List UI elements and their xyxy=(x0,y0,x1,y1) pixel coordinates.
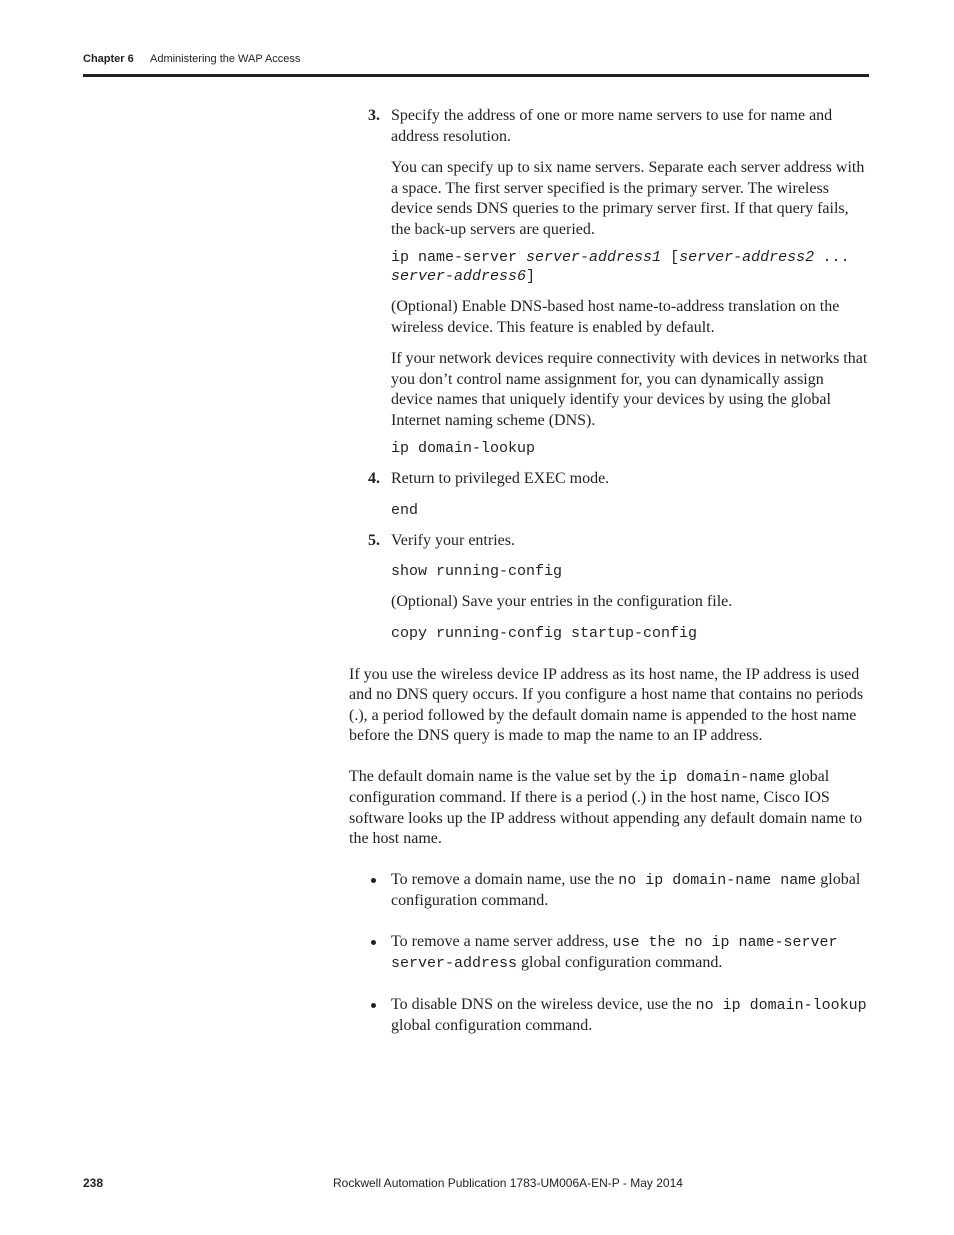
code-block: copy running-config startup-config xyxy=(391,624,698,642)
bullet-text-part: To disable DNS on the wireless device, use the xyxy=(391,995,696,1013)
paragraph-text: global configuration command. If there is a period (.) in the host name, Cisco IOS software looks up the IP address without appending any default domain name to the host name. xyxy=(349,767,863,847)
header-rule xyxy=(83,74,869,77)
page-number: 238 xyxy=(83,1176,104,1190)
bullet-text-part: To remove a domain name, use the xyxy=(391,870,619,888)
bullet-dot xyxy=(371,1003,376,1008)
inline-code: no ip domain-name name xyxy=(618,871,817,889)
body-paragraph: If you use the wireless device IP address as its host name, the IP address is used and no DNS query occurs. If you configure a host name that contains no periods (.), a period followed by the default domain name is appended to the host name before the DNS query is made to map the name to an IP address. xyxy=(349,665,864,744)
body-content xyxy=(349,106,869,1037)
step-4 xyxy=(349,469,869,490)
code-argument: server-address1 xyxy=(526,249,662,266)
step-number: 4. xyxy=(368,470,380,487)
code-argument: server-address2 ... server-address6 xyxy=(391,249,860,285)
bullet-item xyxy=(349,932,869,975)
code-block: ip domain-lookup xyxy=(391,440,536,457)
code-command: ip name-server xyxy=(391,249,527,266)
step-text: Verify your entries. xyxy=(391,531,515,549)
bullet-dot xyxy=(371,940,376,945)
bullet-text xyxy=(391,995,869,1037)
code-bracket: ] xyxy=(526,268,536,285)
bullet-text xyxy=(391,932,869,975)
paragraph-text: The default domain name is the value set by the xyxy=(349,767,660,785)
body-paragraph xyxy=(349,767,869,850)
code-bracket: [ xyxy=(661,249,680,266)
inline-code: no ip domain-lookup xyxy=(695,996,867,1014)
chapter-label: Chapter 6 xyxy=(83,53,134,65)
step-detail: If your network devices require connectivity with devices in networks that you don’t control name assignment for, you can dynamically assign device names that uniquely identify your devices by using the global Internet naming scheme (DNS). xyxy=(391,350,868,429)
bullet-text-part: global configuration command. xyxy=(391,870,861,909)
optional-note: (Optional) Save your entries in the configuration file. xyxy=(391,593,733,610)
inline-code: use the no ip name-server server-address xyxy=(391,933,838,972)
step-number: 3. xyxy=(368,107,380,124)
step-5 xyxy=(349,531,869,552)
step-3 xyxy=(349,106,869,147)
inline-code: ip domain-name xyxy=(659,768,786,786)
optional-note: (Optional) Enable DNS-based host name-to-address translation on the wireless device. This feature is enabled by default. xyxy=(391,298,840,336)
step-detail: You can specify up to six name servers. Separate each server address with a space. The first server specified is the primary server. The wireless device sends DNS queries to the primary server first. If that query fails, the back-up servers are queried. xyxy=(391,159,865,238)
bullet-text-part: global configuration command. xyxy=(391,1017,593,1034)
step-text: Specify the address of one or more name servers to use for name and address resolution. xyxy=(391,107,833,145)
step-number: 5. xyxy=(368,531,380,549)
code-block: end xyxy=(391,501,419,519)
step-text: Return to privileged EXEC mode. xyxy=(391,470,610,487)
code-block: show running-config xyxy=(391,563,563,580)
bullet-dot xyxy=(371,878,376,883)
bullet-item xyxy=(349,870,869,912)
page-header xyxy=(83,53,301,65)
publication-footer: Rockwell Automation Publication 1783-UM006A-EN-P - May 2014 xyxy=(333,1176,683,1190)
bullet-item xyxy=(349,995,869,1037)
bullet-text-part: To remove a name server address, xyxy=(391,932,613,950)
code-block xyxy=(349,248,869,286)
bullet-text xyxy=(391,870,869,912)
section-title: Administering the WAP Access xyxy=(150,53,301,65)
bullet-text-part: global configuration command. xyxy=(517,954,723,971)
